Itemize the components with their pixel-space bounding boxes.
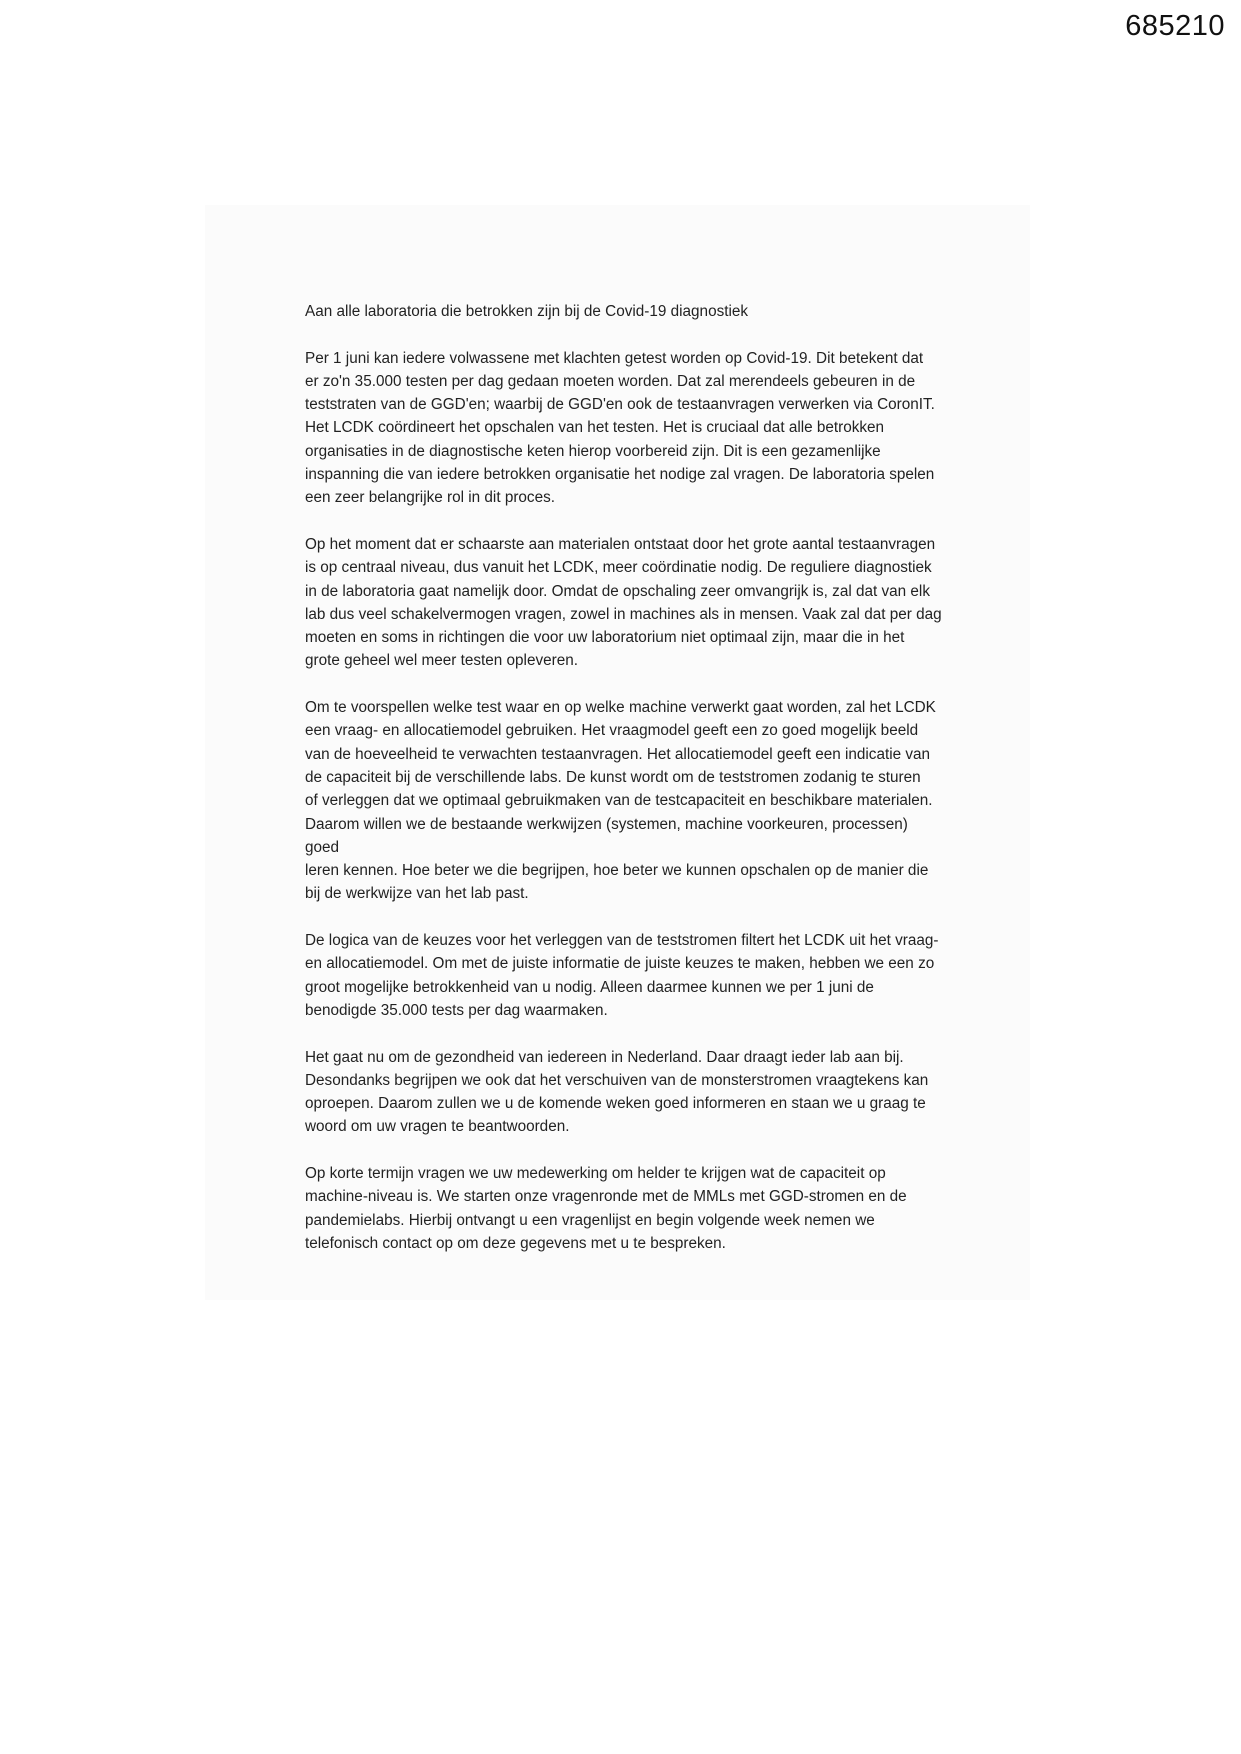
letter-paragraph-6: Op korte termijn vragen we uw medewerking om helder te krijgen wat de capaciteit op machine-niveau is. We starten onze vragenronde met de MMLs met GGD-stromen en de pandemielabs. Hierbij ontvangt u een vragenlijst en begin volgende week nemen we telefonisch contact op om deze gegevens met u te bespreken. [305, 1164, 907, 1252]
letter-paragraph-4: De logica van de keuzes voor het verleggen van de teststromen filtert het LCDK uit het vraag- en allocatiemodel. Om met de juiste informatie de juiste keuzes te maken, hebben we een zo groot mogelijke betrokkenheid van u nodig. Alleen daarmee kunnen we per 1 juni de benodigde 35.000 tests per dag waarmaken. [305, 932, 939, 1019]
letter-salutation: Aan alle laboratoria die betrokken zijn bij de Covid-19 diagnostiek [305, 303, 749, 320]
document-number: 685210 [1125, 10, 1225, 42]
letter-paragraph-1: Per 1 juni kan iedere volwassene met klachten getest worden op Covid-19. Dit betekent dat er zo'n 35.000 testen per dag gedaan moeten worden. Dat zal merendeels gebeuren in de teststraten van de GGD'en; waarbij de GGD'en ook de testaanvragen verwerken via CoronIT. Het LCDK coördineert het opschalen van het testen. Het is cruciaal dat alle betrokken organisaties in de diagnostische keten hierop voorbereid zijn. Dit is een gezamenlijke inspanning die van iedere betrokken organisatie het nodige zal vragen. De laboratoria spelen een zeer belangrijke rol in dit proces. [305, 349, 935, 507]
letter-paragraph-5: Het gaat nu om de gezondheid van iedereen in Nederland. Daar draagt ieder lab aan bij. Desondanks begrijpen we ook dat het verschuiven van de monsterstromen vraagtekens kan oproepen. Daarom zullen we u de komende weken goed informeren en staan we u graag te woord om uw vragen te beantwoorden. [305, 1048, 929, 1136]
letter-paragraph-2: Op het moment dat er schaarste aan materialen ontstaat door het grote aantal testaanvragen is op centraal niveau, dus vanuit het LCDK, meer coördinatie nodig. De reguliere diagnostiek in de laboratoria gaat namelijk door. Omdat de opschaling zeer omvangrijk is, zal dat van elk lab dus veel schakelvermogen vragen, zowel in machines als in mensen. Vaak zal dat per dag moeten en soms in richtingen die voor uw laboratorium niet optimaal zijn, maar die in het grote geheel wel meer testen opleveren. [305, 535, 942, 670]
letter-body [305, 300, 945, 1278]
letter-paragraph-3: Om te voorspellen welke test waar en op welke machine verwerkt gaat worden, zal het LCDK een vraag- en allocatiemodel gebruiken. Het vraagmodel geeft een zo goed mogelijk beeld van de hoeveelheid te verwachten testaanvragen. Het allocatiemodel geeft een indicatie van de capaciteit bij de verschillende labs. De kunst wordt om de teststromen zodanig te sturen of verleggen dat we optimaal gebruikmaken van de testcapaciteit en beschikbare materialen. Daarom willen we de bestaande werkwijzen (systemen, machine voorkeuren, processen) goed leren kennen. Hoe beter we die begrijpen, hoe beter we kunnen opschalen op de manier die bij de werkwijze van het lab past. [305, 699, 936, 903]
